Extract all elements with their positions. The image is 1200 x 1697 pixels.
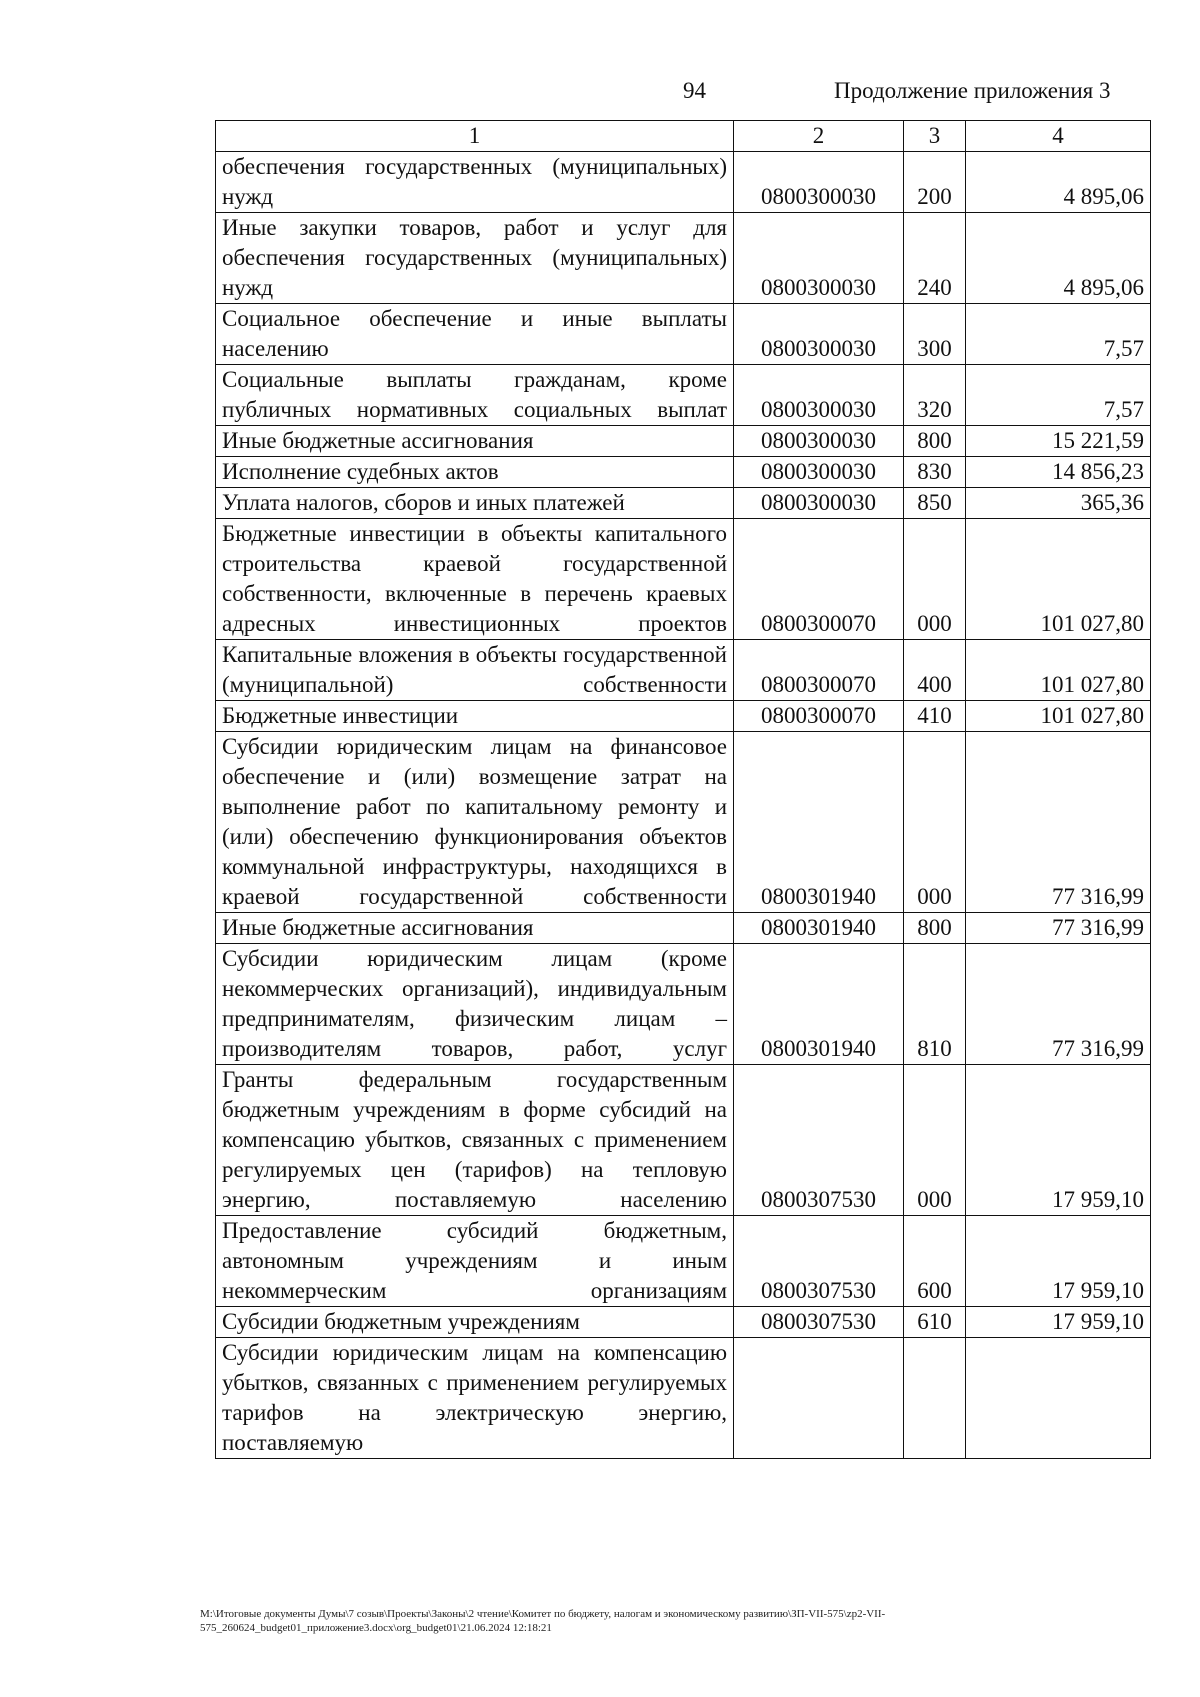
table-row: [216, 152, 1151, 213]
row-code-cell: 0800300030: [734, 152, 904, 213]
continuation-label: Продолжение приложения 3: [834, 78, 1111, 103]
row-amount-cell: 7,57: [966, 304, 1151, 365]
row-expense-type-cell: 410: [904, 701, 966, 732]
row-name-cell: Гранты федеральным государственным бюджетным учреждениям в форме субсидий на компенсацию убытков, связанных с применением регулируемых цен (тарифов) на тепловую энергию, поставляемую населению: [216, 1065, 734, 1216]
row-code-cell: 0800300070: [734, 519, 904, 640]
column-header-2: 2: [734, 121, 904, 152]
row-amount-cell: [966, 1338, 1151, 1459]
row-amount-cell: 77 316,99: [966, 732, 1151, 913]
row-amount-cell: 77 316,99: [966, 913, 1151, 944]
row-amount-cell: 17 959,10: [966, 1216, 1151, 1307]
row-code-cell: [734, 1338, 904, 1459]
table-row: [216, 732, 1151, 913]
row-name-cell: Социальное обеспечение и иные выплаты населению: [216, 304, 734, 365]
budget-table: [215, 120, 1151, 1459]
row-expense-type-cell: 810: [904, 944, 966, 1065]
table-row: [216, 1065, 1151, 1216]
row-name-cell: Предоставление субсидий бюджетным, автономным учреждениям и иным некоммерческим организациям: [216, 1216, 734, 1307]
row-name-cell: Субсидии юридическим лицам на компенсацию убытков, связанных с применением регулируемых тарифов на электрическую энергию, поставляемую: [216, 1338, 734, 1459]
column-header-1: 1: [216, 121, 734, 152]
row-expense-type-cell: 610: [904, 1307, 966, 1338]
row-name-cell: Субсидии юридическим лицам (кроме некоммерческих организаций), индивидуальным предпринимателям, физическим лицам – производителям товаров, работ, услуг: [216, 944, 734, 1065]
row-amount-cell: 4 895,06: [966, 152, 1151, 213]
table-row: [216, 304, 1151, 365]
row-code-cell: 0800300030: [734, 213, 904, 304]
row-name-cell: Исполнение судебных актов: [216, 457, 734, 488]
row-code-cell: 0800300030: [734, 304, 904, 365]
table-header-row: [216, 121, 1151, 152]
table-row: [216, 1338, 1151, 1459]
row-code-cell: 0800300030: [734, 457, 904, 488]
row-expense-type-cell: 300: [904, 304, 966, 365]
table-row: [216, 488, 1151, 519]
row-expense-type-cell: 830: [904, 457, 966, 488]
table-row: [216, 426, 1151, 457]
row-name-cell: Субсидии бюджетным учреждениям: [216, 1307, 734, 1338]
row-code-cell: 0800307530: [734, 1065, 904, 1216]
table-row: [216, 913, 1151, 944]
row-amount-cell: 101 027,80: [966, 701, 1151, 732]
column-header-3: 3: [904, 121, 966, 152]
row-name-cell: Социальные выплаты гражданам, кроме публичных нормативных социальных выплат: [216, 365, 734, 426]
footer-file-path: М:\Итоговые документы Думы\7 созыв\Проекты\Законы\2 чтение\Комитет по бюджету, налогам и экономическому развитию\ЗП-VII-575\zp2-VII-575_260624_budget01_приложение3.docx\org_budget01\21.06.2024 12:18:21: [200, 1608, 886, 1634]
row-name-cell: Уплата налогов, сборов и иных платежей: [216, 488, 734, 519]
row-code-cell: 0800307530: [734, 1307, 904, 1338]
row-name-cell: Бюджетные инвестиции в объекты капитального строительства краевой государственной собственности, включенные в перечень краевых адресных инвестиционных проектов: [216, 519, 734, 640]
row-expense-type-cell: 200: [904, 152, 966, 213]
row-amount-cell: 14 856,23: [966, 457, 1151, 488]
table-row: [216, 1216, 1151, 1307]
row-amount-cell: 101 027,80: [966, 519, 1151, 640]
row-code-cell: 0800300030: [734, 365, 904, 426]
row-name-cell: Иные бюджетные ассигнования: [216, 913, 734, 944]
row-expense-type-cell: 400: [904, 640, 966, 701]
table-row: [216, 701, 1151, 732]
row-amount-cell: 4 895,06: [966, 213, 1151, 304]
page-number: 94: [683, 78, 706, 103]
row-code-cell: 0800300030: [734, 426, 904, 457]
row-name-cell: Капитальные вложения в объекты государственной (муниципальной) собственности: [216, 640, 734, 701]
row-amount-cell: 77 316,99: [966, 944, 1151, 1065]
row-expense-type-cell: 320: [904, 365, 966, 426]
row-amount-cell: 17 959,10: [966, 1307, 1151, 1338]
row-expense-type-cell: 800: [904, 426, 966, 457]
row-amount-cell: 7,57: [966, 365, 1151, 426]
row-name-cell: Бюджетные инвестиции: [216, 701, 734, 732]
table-row: [216, 1307, 1151, 1338]
row-amount-cell: 15 221,59: [966, 426, 1151, 457]
row-expense-type-cell: 000: [904, 732, 966, 913]
table-row: [216, 519, 1151, 640]
row-expense-type-cell: [904, 1338, 966, 1459]
row-code-cell: 0800307530: [734, 1216, 904, 1307]
row-name-cell: Субсидии юридическим лицам на финансовое обеспечение и (или) возмещение затрат на выполнение работ по капитальному ремонту и (или) обеспечению функционирования объектов коммунальной инфраструктуры, находящихся в краевой государственной собственности: [216, 732, 734, 913]
row-expense-type-cell: 850: [904, 488, 966, 519]
row-code-cell: 0800301940: [734, 913, 904, 944]
row-expense-type-cell: 800: [904, 913, 966, 944]
row-amount-cell: 101 027,80: [966, 640, 1151, 701]
table-row: [216, 365, 1151, 426]
row-code-cell: 0800300030: [734, 488, 904, 519]
row-code-cell: 0800300070: [734, 701, 904, 732]
column-header-4: 4: [966, 121, 1151, 152]
row-expense-type-cell: 600: [904, 1216, 966, 1307]
table-row: [216, 457, 1151, 488]
row-expense-type-cell: 240: [904, 213, 966, 304]
row-code-cell: 0800301940: [734, 732, 904, 913]
row-expense-type-cell: 000: [904, 1065, 966, 1216]
row-code-cell: 0800300070: [734, 640, 904, 701]
table-row: [216, 640, 1151, 701]
row-amount-cell: 17 959,10: [966, 1065, 1151, 1216]
row-code-cell: 0800301940: [734, 944, 904, 1065]
row-expense-type-cell: 000: [904, 519, 966, 640]
budget-table-body: [216, 121, 1151, 1459]
row-name-cell: Иные бюджетные ассигнования: [216, 426, 734, 457]
table-row: [216, 944, 1151, 1065]
row-name-cell: Иные закупки товаров, работ и услуг для обеспечения государственных (муниципальных) нужд: [216, 213, 734, 304]
table-row: [216, 213, 1151, 304]
row-amount-cell: 365,36: [966, 488, 1151, 519]
row-name-cell: обеспечения государственных (муниципальных) нужд: [216, 152, 734, 213]
